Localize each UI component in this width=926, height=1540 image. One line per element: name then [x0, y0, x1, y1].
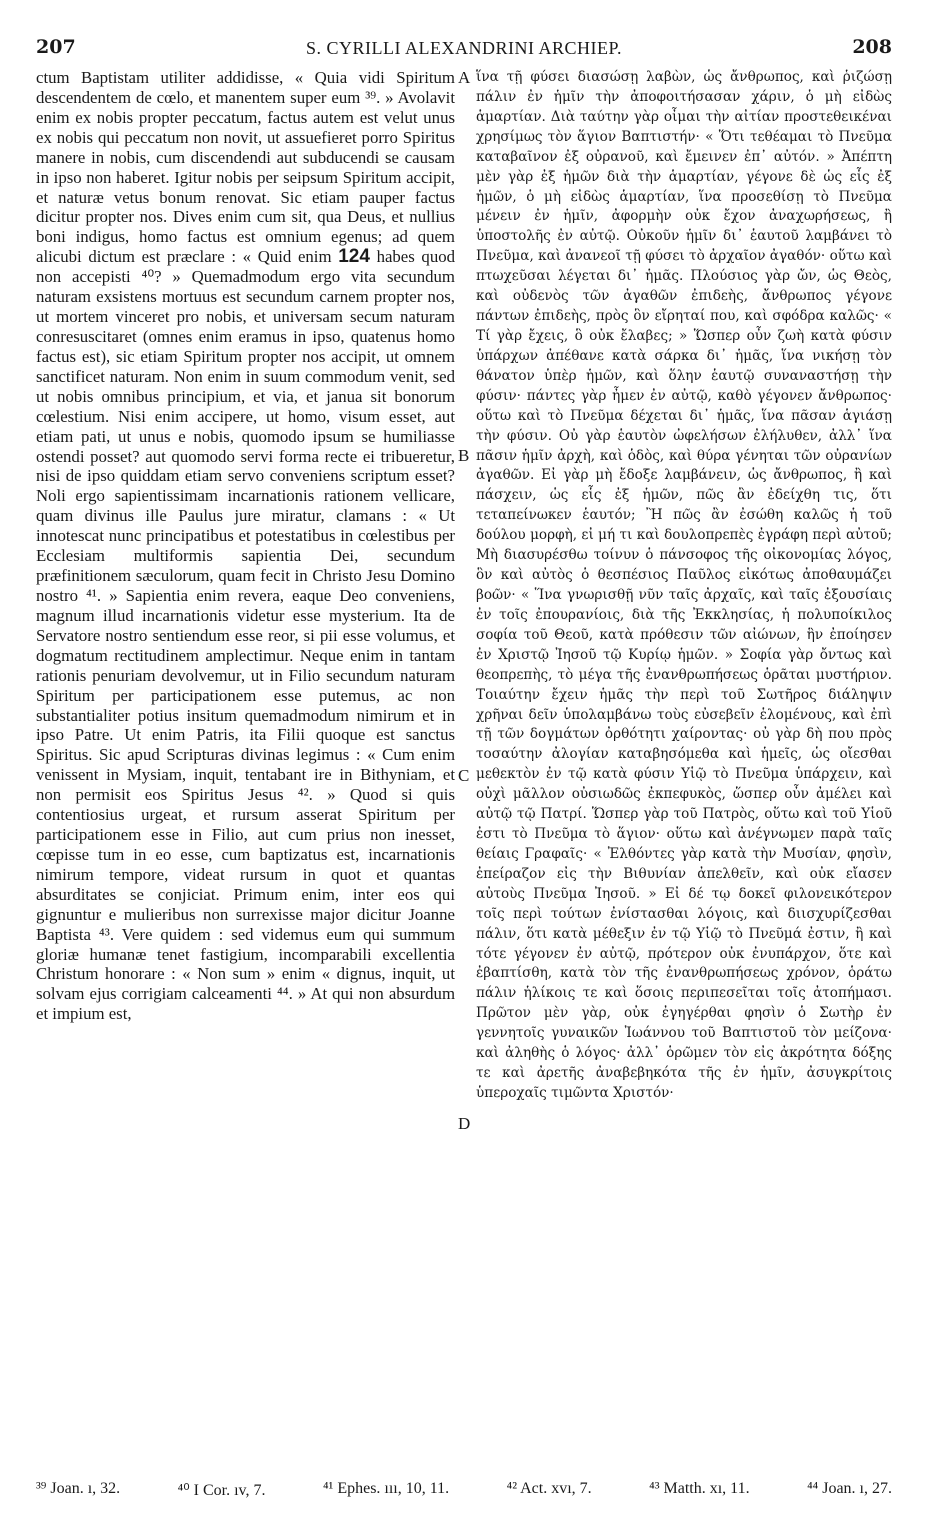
footnote-43: ⁴³ Matth. xı, 11.	[649, 1480, 750, 1497]
section-letter-b: B	[458, 446, 470, 465]
greek-text: ἵνα τῇ φύσει διασώσῃ λαβὼν, ὡς ἄνθρωπος, καὶ ῥιζώσῃ πάλιν ἐν ἡμῖν τὴν ἀποφοιτήσασαν χάριν, ὁ μὴ εἰδὼς ἁμαρτίαν. Διὰ ταύτην γὰρ οἶμαι τὴν αἰτίαν προστεθεικέναι χρησίμως τὸν ἅγιον Βαπτιστήν· « Ὅτι τεθέαμαι τὸ Πνεῦμα καταβαῖνον ἐξ οὐρανοῦ, καὶ ἔμεινεν ἐπ᾽ αὐτόν. » Ἀπέπτη μὲν γὰρ ἐξ ἡμῶν διὰ τὴν ἁμαρτίαν, γέγονε δὲ ὡς εἷς ἐξ ἡμῶν, ὁ μὴ εἰδὼς ἁμαρτίαν, ἵνα προσεθίσῃ τὸ Πνεῦμα μένειν ἐν ἡμῖν, ἀφορμὴν οὐκ ἔχον ἀναχωρήσεως, ἢ ὑποστολῆς ἐν αὐτῷ. Οὐκοῦν ἡμῖν δι᾽ ἑαυτοῦ λαμβάνει τὸ Πνεῦμα, καὶ ἀνανεοῖ τῇ φύσει τὸ ἀρχαῖον ἀγαθόν· οὕτω καὶ πτωχεῦσαι λέγεται δι᾽ ἡμᾶς. Πλούσιος γὰρ ὤν, ὡς Θεὸς, καὶ οὐδενὸς τῶν ἀγαθῶν ἐπιδεὴς, ἄνθρωπος γέγονε πάντων ἐπιδεὴς, πρὸς ὃν εἴρηταί που, καὶ σφόδρα καλῶς· « Τί γὰρ ἔχεις, ὃ οὐκ ἔλαβες; » Ὥσπερ οὖν ζωὴ κατὰ φύσιν ὑπάρχων ἀπέθανε κατὰ σάρκα δι᾽ ἡμᾶς, ἵνα νικήσῃ τὸν θάνατον ὑπὲρ ἡμῶν, καὶ ὅλην ἑαυτῷ συναναστήσῃ τὴν φύσιν· πάντες γὰρ ἦμεν ἐν αὐτῷ, καθὸ γέγονεν ἄνθρωπος· οὕτω καὶ τὸ Πνεῦμα δέχεται δι᾽ ἡμᾶς, ἵνα πᾶσαν ἁγιάσῃ τὴν φύσιν. Οὐ γὰρ ἑαυτὸν ὠφελήσων ἐλήλυθεν, ἀλλ᾽ ἵνα πᾶσιν ἡμῖν ἀρχὴ, καὶ ὁδὸς, καὶ θύρα γένηται τῶν οὐρανίων ἀγαθῶν. Εἰ γὰρ μὴ ἔδοξε λαμβάνειν, ὡς ἄνθρωπος, ἢ καὶ πάσχειν, ὡς εἷς ἐξ ἡμῶν, πῶς ἂν ἐδείχθη τις, ὅτι τεταπείνωκεν ἑαυτόν; Ἢ πῶς ἂν ἐσώθη καλῶς ἡ τοῦ δούλου μορφὴ, εἰ μή τι καὶ δουλοπρεπὲς ἐγράφη περὶ αὐτοῦ; Μὴ διασυρέσθω τοίνυν ὁ πάνσοφος τῆς οἰκονομίας λόγος, ὃν καὶ αὐτὸς ὁ θεσπέσιος Παῦλος εἰκότως ἀποθαυμάζει βοῶν· « Ἵνα γνωρισθῇ νῦν ταῖς ἀρχαῖς, καὶ ταῖς ἐξουσίαις ἐν τοῖς ἐπουρανίοις, διὰ τῆς Ἐκκλησίας, ἡ πολυποίκιλος σοφία τοῦ Θεοῦ, κατὰ πρόθεσιν τῶν αἰώνων, ἣν ἐποίησεν ἐν Χριστῷ Ἰησοῦ τῷ Κυρίῳ ἡμῶν. » Σοφία γὰρ ὄντως καὶ θεοπρεπὴς, τὸ μέγα τῆς ἐνανθρωπήσεως ὁρᾶται μυστήριον. Τοιαύτην ἔχειν ἡμᾶς τὴν περὶ τοῦ Σωτῆρος διάληψιν χρῆναι δεῖν ὑπολαμβάνω τοὺς εὐσεβεῖν ἑλομένους, καὶ ἐπὶ τῇ τῶν δογμάτων ὀρθότητι χαίροντας· οὐ γὰρ δὴ που πρὸς τοσαύτην ἀλογίαν καταβησόμεθα καὶ ἡμεῖς, ὡς οἴεσθαι μεθεκτὸν ἐν τῷ κατὰ φύσιν Υἱῷ τὸ Πνεῦμα ὑπάρχειν, καὶ οὐχὶ μᾶλλον οὐσιωδῶς ἐκπεφυκὸς, ὥσπερ οὖν ἀμέλει καὶ αὐτῷ τῷ Πατρί. Ὥσπερ γὰρ τοῦ Πατρὸς, οὕτω καὶ τοῦ Υἱοῦ ἐστι τὸ Πνεῦμα τὸ ἅγιον· οὕτω καὶ ἀνέγνωμεν παρὰ ταῖς θείαις Γραφαῖς· « Ἐλθόντες γὰρ κατὰ τὴν Μυσίαν, φησὶν, ἐπείραζον εἰς τὴν Βιθυνίαν ἀπελθεῖν, καὶ οὐκ εἴασεν αὐτοὺς Πνεῦμα Ἰησοῦ. » Εἰ δέ τῳ δοκεῖ φιλονεικότερον τοῖς περὶ τούτων ἐνίστασθαι λόγοις, καὶ διισχυρίζεσθαι πάλιν, ὅτι κατὰ μέθεξιν ἐν τῷ Υἱῷ τὸ Πνεῦμά ἐστιν, ἢ καὶ τότε γέγονεν ἐν αὐτῷ, πρότερον οὐκ ἐνυπάρχον, ὅτε καὶ ἐβαπτίσθη, κατὰ τὸν τῆς ἐνανθρωπήσεως χρόνον, ὁράτω πάλιν ἡλίκοις τε καὶ ὅσοις περιπεσεῖται τοῖς ἀτοπήμασι. Πρῶτον μὲν γὰρ, οὐκ ἐγηγέρθαι φησὶν ὁ Σωτὴρ ἐν γεννητοῖς γυναικῶν Ἰωάννου τοῦ Βαπτιστοῦ τὸν μείζονα· καὶ ἀληθὴς ὁ λόγος· ἀλλ᾽ ὁρῶμεν τὸν εἰς ἀκρότητα δόξης τε καὶ ἀρετῆς ἀναβεβηκότα τῆς ἐν ἡμῖν, ἀσυγκρίτοις ὑπεροχαῖς τιμῶντα Χριστόν·	[476, 69, 892, 1102]
page-number-right: 208	[852, 36, 892, 58]
running-title: S. CYRILLI ALEXANDRINI ARCHIEP.	[305, 38, 622, 58]
footnote-41: ⁴¹ Ephes. ııı, 10, 11.	[322, 1480, 450, 1497]
footnote-42: ⁴² Act. xvı, 7.	[506, 1480, 592, 1497]
footnotes	[36, 1480, 892, 1502]
greek-column	[476, 68, 892, 1448]
margin-column-number: 124	[338, 246, 370, 268]
section-letter-c: C	[458, 766, 470, 785]
running-header	[36, 36, 892, 62]
footnote-44: ⁴⁴ Joan. ı, 27.	[807, 1480, 892, 1497]
footnote-40: ⁴⁰ I Cor. ıv, 7.	[177, 1482, 266, 1499]
latin-text-part2: habes quod non accepisti ⁴⁰? » Quemadmodum ergo vita secundum naturam exsistens mortuus est secundum carnem propter nos, ut mortem vinceret pro nobis, et universam secum naturam conresuscitaret (omnes enim eramus in ipso, quatenus homo factus est), sic etiam Spiritum propter nos accipit, ut omnem sanctificet naturam. Non enim in suum commodum venit, sed ut nobis omnibus principium, et via, et janua sit bonorum cœlestium. Nisi enim accipere, ut homo, visum esset, aut etiam pati, ut unus e nobis, quomodo ipsum se humiliasse ostendi posset? aut quomodo servi forma recte ei tribueretur, nisi de ipso quiddam etiam servo conveniens scriptum esset? Noli ergo sapientissimam incarnationis rationem vellicare, quam divinus ille Paulus jure miratur, clamans : « Ut innotescat nunc principatibus et potestatibus in cœlestibus per Ecclesiam multiformis sapientia Dei, secundum præfinitionem sæculorum, quam fecit in Christo Jesu Domino nostro ⁴¹. » Sapientia enim revera, eaque Deo conveniens, magnum illud incarnationis videtur esse mysterium. Ita de Servatore nostro sentiendum esse reor, si pii esse volumus, et dogmatum rectitudinem amplectimur. Neque enim in tantam rationis penuriam devolvemur, ut in Filio secundum naturam Spiritum per participationem esse putemus, ac non substantialiter potius insitum quemadmodum nimirum et in ipso Patre. Ut enim Patris, ita Filii quoque est sanctus Spiritus. Sic apud Scripturas divinas legimus : « Cum enim venissent in Mysiam, inquit, tentabant ire in Bithyniam, et non permisit eos Spiritus Jesus ⁴². » Quod si quis contentiosius urgeat, et rursum asserat Spiritum per participationem esse in Filio, aut cum prius non inesset, cœpisse tum in eo esse, cum baptizatus est, incarnationis nimirum tempore, videat rursum in quot et quantas absurditates se conjiciat. Primum enim, inter eos qui gignuntur e mulieribus non surrexisse major dicitur Joanne Baptista ⁴³. Vere quidem : sed videmus eum qui summum gloriæ humanæ tenet fastigium, incomparabili excellentia Christum honorare : « Non sum » enim « dignus, inquit, ut solvam ejus corrigiam calceamenti ⁴⁴. » At qui non absurdum et impium est,	[36, 247, 455, 1024]
page-number-left: 207	[36, 36, 76, 58]
footnote-39: ³⁹ Joan. ı, 32.	[36, 1480, 121, 1497]
section-letter-d: D	[458, 1114, 471, 1133]
latin-text	[36, 68, 455, 1024]
section-letter-a: A	[458, 68, 471, 87]
latin-column	[36, 68, 455, 1448]
latin-text-part1: ctum Baptistam utiliter addidisse, « Quia vidi Spiritum descendentem de cœlo, et manentem super eum ³⁹. » Avolavit enim ex nobis propter peccatum, factus autem est velut unus ex nobis qui peccatum non novit, ut assuefieret porro Spiritus manere in nobis, cum discendendi aut subducendi se causam in ipso non haberet. Igitur nobis per seipsum Spiritum accipit, et naturæ vetus bonum renovat. Sic etiam pauper factus dicitur propter nos. Dives enim cum sit, qua Deus, et nullius boni indigus, homo factus est omnium egenus; ad quem alicubi dictum est præclare : « Quid enim	[36, 68, 455, 267]
